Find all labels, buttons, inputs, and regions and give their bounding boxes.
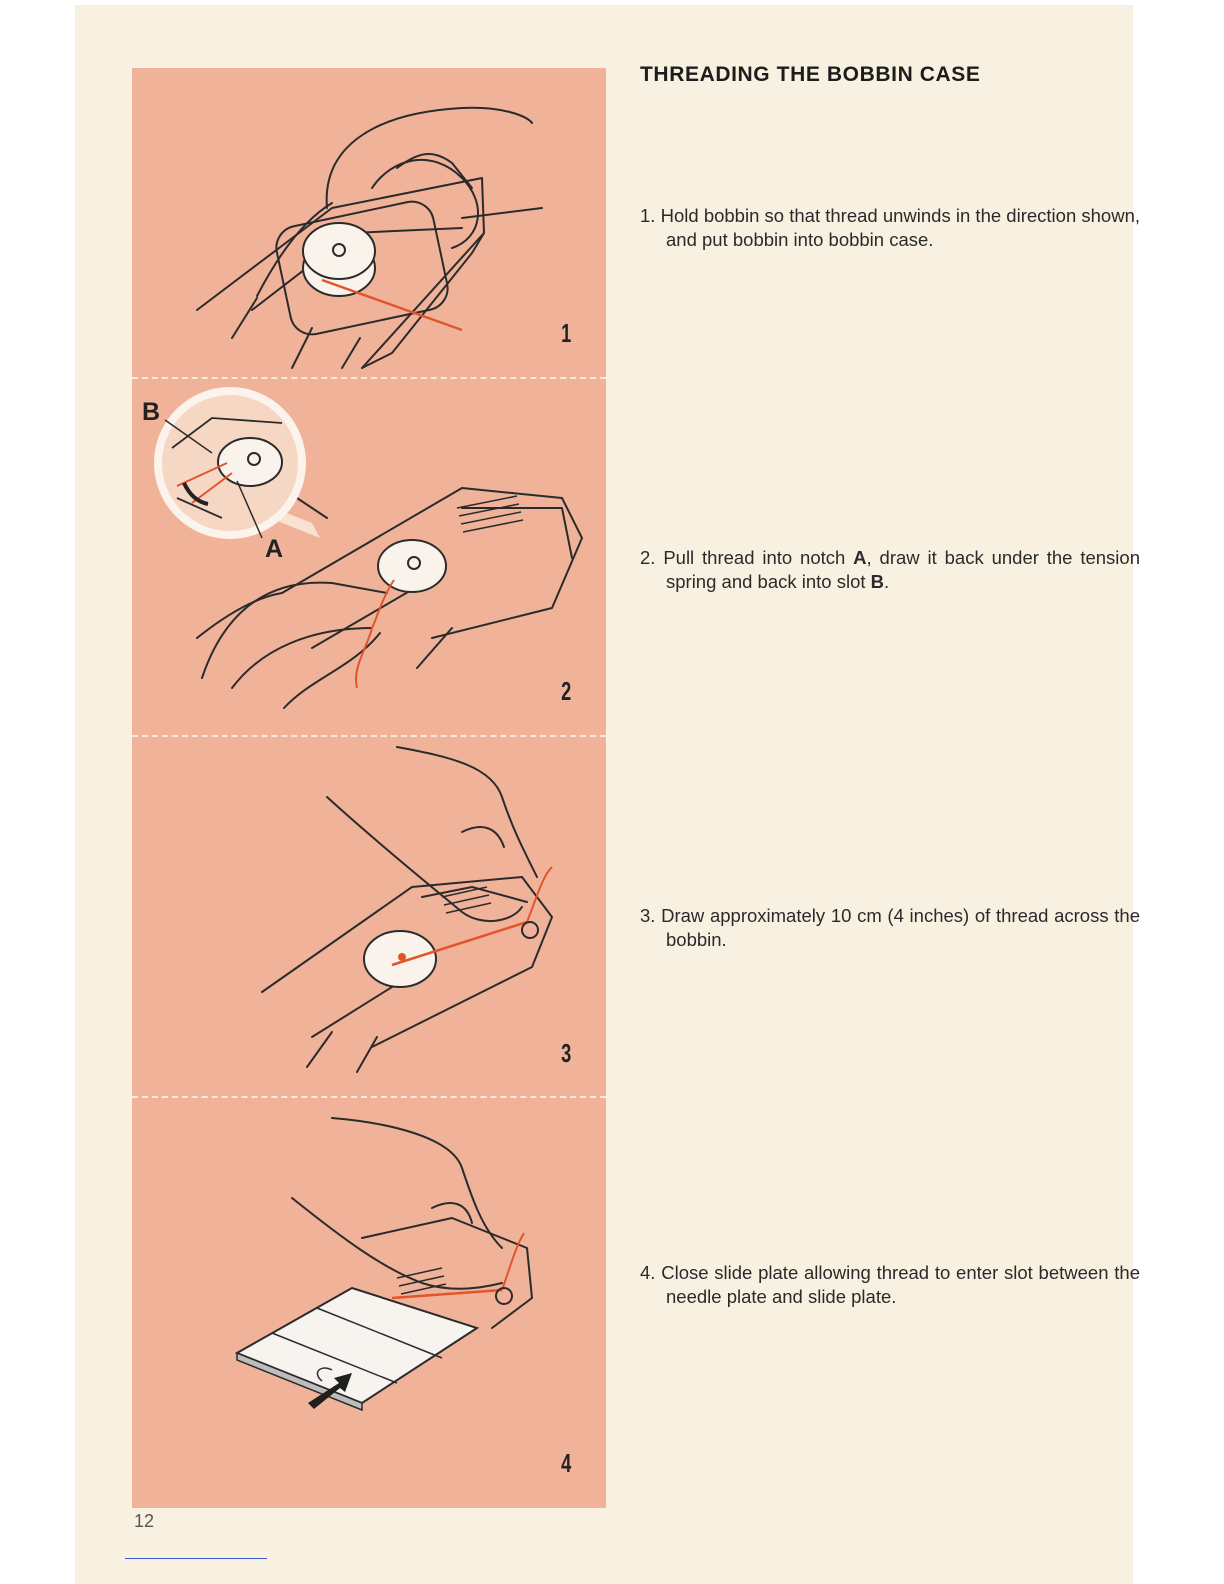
illustration-step-1 (132, 68, 606, 377)
thread-line (356, 580, 394, 688)
step-3-text (640, 904, 1140, 951)
panel-number-2: 2 (561, 676, 572, 706)
panel-number-1: 1 (561, 318, 572, 348)
step-1-text (640, 204, 1140, 251)
bobbin-insert-illustration (132, 68, 606, 377)
step-number: 4. (640, 1262, 656, 1283)
step-body: Hold bobbin so that thread unwinds in the direction shown, and put bobbin into bobbin case. (660, 205, 1141, 250)
slide-plate (237, 1288, 477, 1403)
step-body: Draw approximately 10 cm (4 inches) of thread across the bobbin. (661, 905, 1140, 950)
illustration-step-3 (132, 737, 606, 1096)
callout-label-b: B (142, 398, 161, 426)
step-body: Close slide plate allowing thread to enter slot between the needle plate and slide plate. (661, 1262, 1140, 1307)
thread-line (392, 1290, 502, 1298)
panel-number-3: 3 (561, 1038, 572, 1068)
step-4-text (640, 1261, 1140, 1308)
page-number: 12 (134, 1511, 155, 1531)
step-body: . (884, 570, 890, 592)
thread-across-illustration (132, 737, 606, 1096)
step-number: 3. (640, 905, 656, 926)
panel-number-4: 4 (561, 1448, 572, 1478)
callout-label-a: A (265, 535, 284, 563)
footer-link-underline[interactable] (125, 1558, 267, 1559)
slot-b-label: B (870, 570, 885, 592)
thread-notch-illustration (132, 378, 606, 735)
slide-plate-illustration (132, 1098, 606, 1508)
step-body: Pull thread into notch (663, 547, 854, 568)
notch-a-label: A (853, 547, 867, 568)
step-number: 2. (640, 547, 656, 568)
illustration-step-2 (132, 378, 606, 735)
step-body: , draw it back under the tension spring and back into slot (666, 547, 1140, 592)
step-number: 1. (640, 205, 656, 226)
page-title: THREADING THE BOBBIN CASE (640, 63, 981, 86)
step-2-text (640, 546, 1140, 593)
illustration-step-4 (132, 1098, 606, 1508)
